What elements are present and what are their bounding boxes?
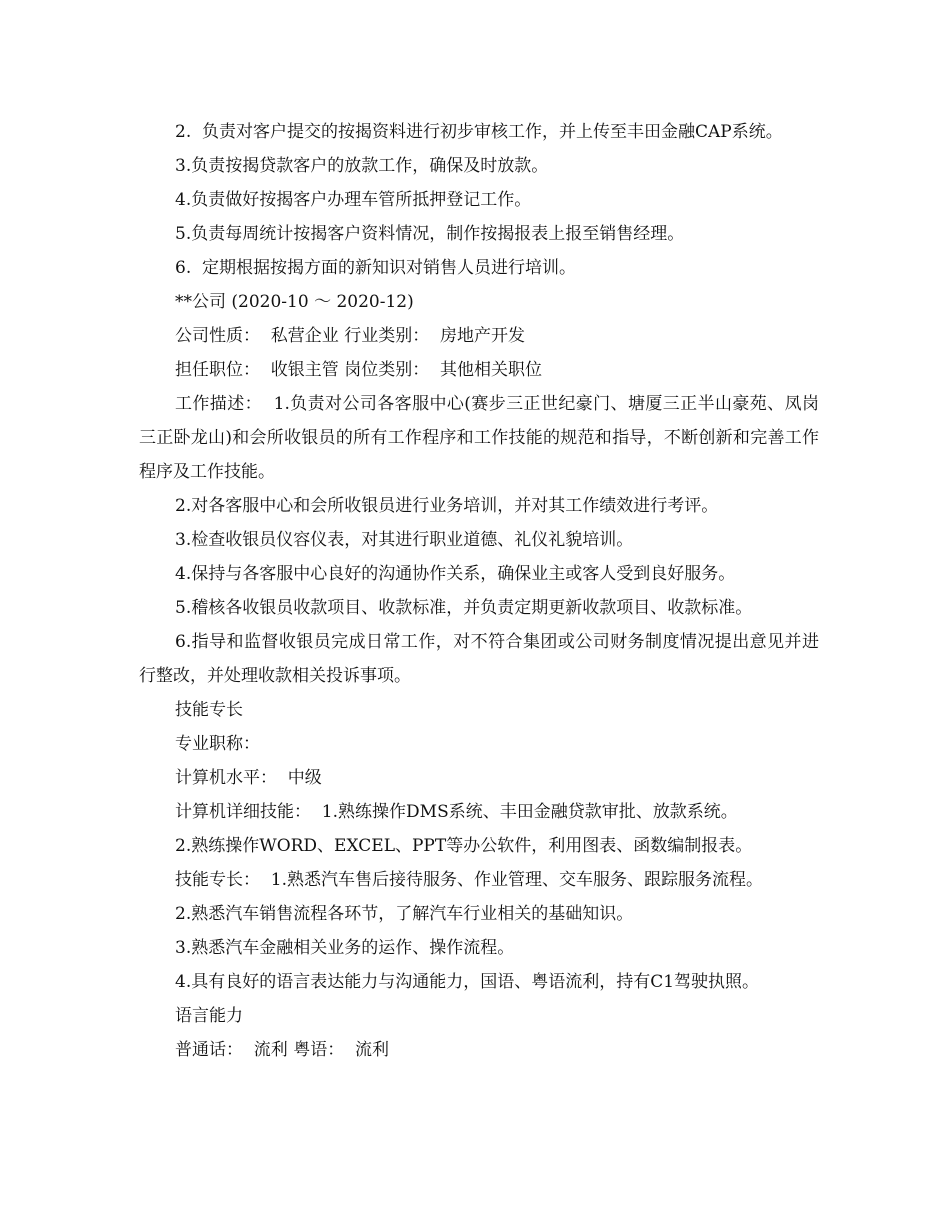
company-nature: 公司性质： 私营企业 行业类别： 房地产开发 (175, 326, 526, 346)
job-item-3: 3.检查收银员仪容仪表，对其进行职业道德、礼仪礼貌培训。 (175, 530, 634, 550)
duty-item-5: 5.负责每周统计按揭客户资料情况，制作按揭报表上报至销售经理。 (175, 224, 685, 244)
job-description: 工作描述： 1.负责对公司各客服中心(赛步三正世纪豪门、塘厦三正半山豪苑、凤岗三正卧龙山)和会所收银员的所有工作程序和工作技能的规范和指导，不断创新和完善工作程序及工作技能。 (139, 394, 819, 482)
duty-item-4: 4.负责做好按揭客户办理车管所抵押登记工作。 (175, 190, 532, 210)
language-section-title: 语言能力 (175, 1006, 243, 1026)
duty-item-6: 6. 定期根据按揭方面的新知识对销售人员进行培训。 (175, 258, 577, 278)
duty-item-2: 2. 负责对客户提交的按揭资料进行初步审核工作，并上传至丰田金融CAP系统。 (175, 122, 783, 142)
job-item-5: 5.稽核各收银员收款项目、收款标准，并负责定期更新收款项目、收款标准。 (175, 598, 753, 618)
job-item-6: 6.指导和监督收银员完成日常工作，对不符合集团或公司财务制度情况提出意见并进行整改，并处理收款相关投诉事项。 (139, 632, 819, 686)
job-item-4: 4.保持与各客服中心良好的沟通协作关系，确保业主或客人受到良好服务。 (175, 564, 736, 584)
computer-skills: 计算机详细技能： 1.熟练操作DMS系统、丰田金融贷款审批、放款系统。 (175, 802, 738, 822)
computer-skill-item-2: 2.熟练操作WORD、EXCEL、PPT等办公软件，利用图表、函数编制报表。 (175, 836, 753, 856)
duty-item-3: 3.负责按揭贷款客户的放款工作，确保及时放款。 (175, 156, 549, 176)
skills-detail: 技能专长： 1.熟悉汽车售后接待服务、作业管理、交车服务、跟踪服务流程。 (175, 870, 764, 890)
company-heading: **公司 (2020-10 ～ 2020-12) (175, 292, 414, 312)
computer-level: 计算机水平： 中级 (175, 768, 322, 788)
document-body (139, 115, 819, 1067)
skills-section-title: 技能专长 (175, 700, 243, 720)
skill-item-3: 3.熟悉汽车金融相关业务的运作、操作流程。 (175, 938, 515, 958)
language-levels: 普通话： 流利 粤语： 流利 (175, 1040, 390, 1060)
skill-item-4: 4.具有良好的语言表达能力与沟通能力，国语、粤语流利，持有C1驾驶执照。 (175, 972, 760, 992)
professional-title: 专业职称： (175, 734, 260, 754)
skill-item-2: 2.熟悉汽车销售流程各环节，了解汽车行业相关的基础知识。 (175, 904, 634, 924)
job-item-2: 2.对各客服中心和会所收银员进行业务培训，并对其工作绩效进行考评。 (175, 496, 719, 516)
position-held: 担任职位： 收银主管 岗位类别： 其他相关职位 (175, 360, 543, 380)
